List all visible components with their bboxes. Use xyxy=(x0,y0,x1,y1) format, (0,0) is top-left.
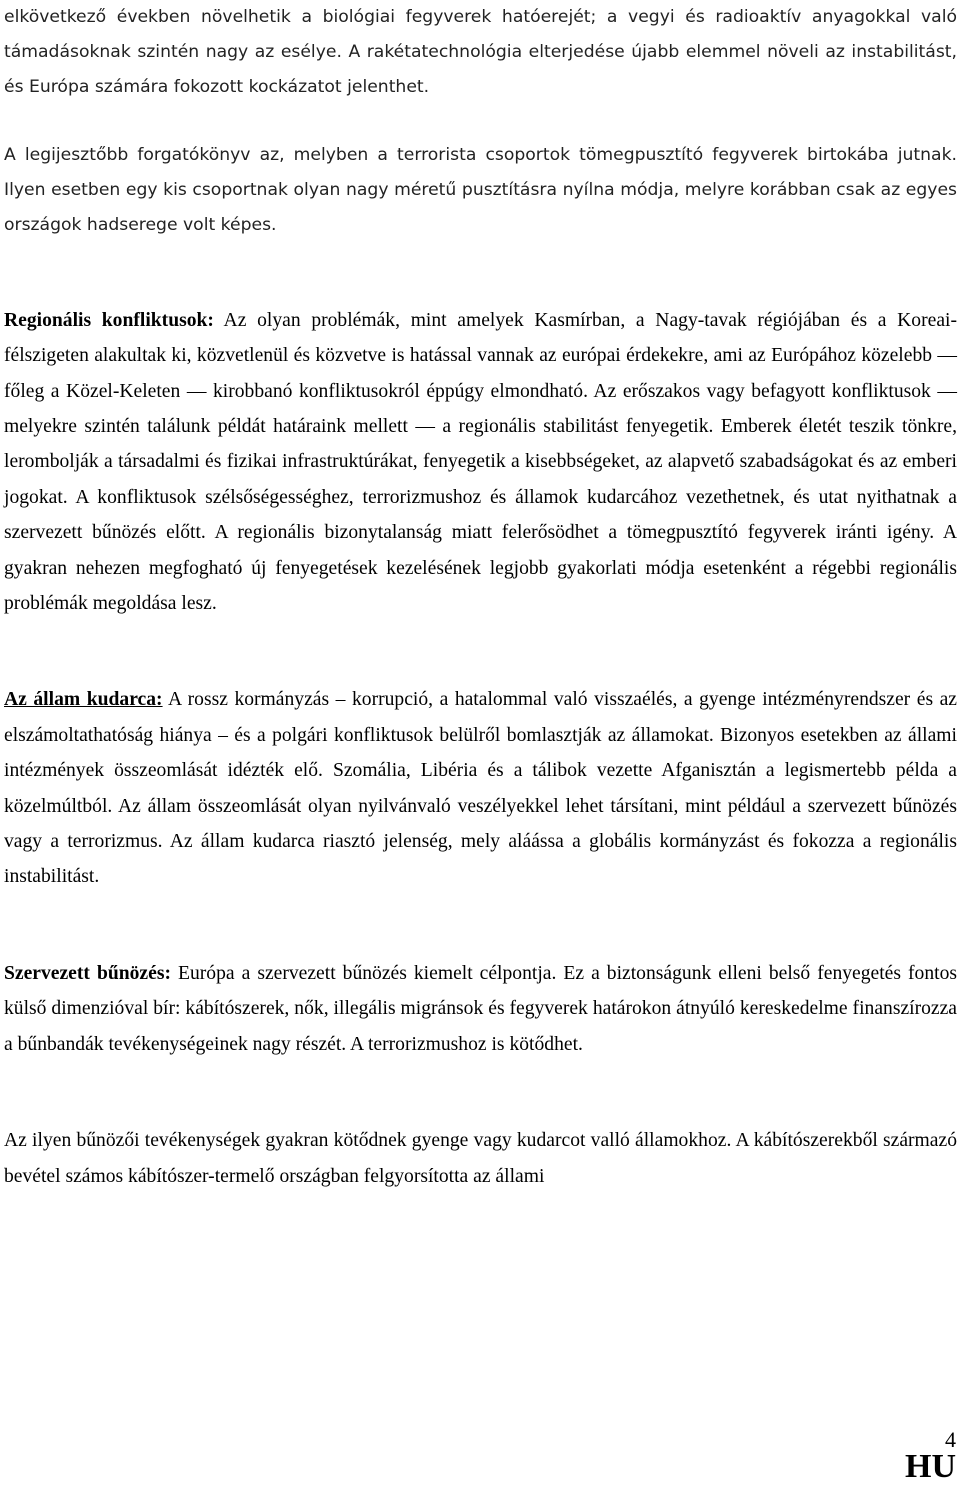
organized-crime-heading: Szervezett bűnözés: xyxy=(4,962,171,984)
intro-paragraph-1: elkövetkező években növelhetik a biológiai fegyverek hatóerejét; a vegyi és radioaktív anyagokkal való támadásoknak szintén nagy az esélye. A rakétatechnológia elterjedése újabb elemmel növeli az instabilitást, és Európa számára fokozott kockázatot jelenthet. xyxy=(4,7,957,97)
organized-crime-text: Európa a szervezett bűnözés kiemelt célpontja. Ez a biztonságunk elleni belső fenyegetés fontos külső dimenzióval bír: kábítószerek, nők, illegális migránsok és fegyverek határokon átnyúló kereskedelme finanszírozza a bűnbandák tevékenységeinek nagy részét. A terrorizmushoz is kötődhet. xyxy=(4,962,958,1055)
state-failure-paragraph xyxy=(4,682,957,894)
page-number: 4 xyxy=(945,1427,956,1452)
regional-conflicts-heading: Regionális konfliktusok: xyxy=(4,309,214,331)
regional-conflicts-paragraph xyxy=(4,303,957,622)
document-page xyxy=(4,0,957,1194)
regional-conflicts-text: Az olyan problémák, mint amelyek Kasmírban, a Nagy-tavak régiójában és a Koreai-félszigeten alakultak ki, közvetlenül és közvetve is hatással vannak az európai érdekekre, ami az Európához közelebb — főleg a Közel-Keleten — kirobbanó konfliktusokról éppúgy elmondható. Az erőszakos vagy befagyott konfliktusok — melyekre szintén találunk példát határaink mellett — a regionális stabilitást fenyegetik. Emberek életét teszik tönkre, lerombolják a társadalmi és fizikai infrastruktúrákat, fenyegetik a kisebbségeket, az alapvető szabadságokat és az emberi jogokat. A konfliktusok szélsőségességhez, terrorizmushoz és államok kudarcához vezethetnek, és utat nyithatnak a szervezett bűnözés előtt. A regionális bizonytalanság miatt felerősödhet a tömegpusztító fegyverek iránti igény. A gyakran nehezen megfogható új fenyegetések kezelésének legjobb gyakorlati módja esetenként a régebbi regionális problémák megoldása lesz. xyxy=(4,309,957,615)
intro-paragraph-2: A legijesztőbb forgatókönyv az, melyben a terrorista csoportok tömegpusztító fegyverek birtokába jutnak. Ilyen esetben egy kis csoportnak olyan nagy méretű pusztításra nyílna módja, melyre korábban csak az egyes országok hadserege volt képes. xyxy=(4,145,957,235)
organized-crime-paragraph xyxy=(4,956,957,1062)
state-failure-heading: Az állam kudarca: xyxy=(4,689,163,711)
language-code: HU xyxy=(905,1448,956,1485)
closing-paragraph: Az ilyen bűnözői tevékenységek gyakran kötődnek gyenge vagy kudarcot valló államokhoz. A kábítószerekből származó bevétel számos kábítószer-termelő országban felgyorsította az állami xyxy=(4,1130,957,1187)
state-failure-text: A rossz kormányzás – korrupció, a hatalommal való visszaélés, a gyenge intézményrendszer és az elszámoltathatóság hiánya – és a polgári konfliktusok belülről bomlasztják az államokat. Bizonyos esetekben az állami intézmények összeomlását idézték elő. Szomália, Libéria és a tálibok vezette Afganisztán a legismertebb példa a közelmúltból. Az állam összeomlását olyan nyilvánvaló veszélyekkel lehet társítani, mint például a szervezett bűnözés vagy a terrorizmus. Az állam kudarca riasztó jelenség, mely aláássa a globális kormányzást és fokozza a regionális instabilitást. xyxy=(4,689,957,888)
